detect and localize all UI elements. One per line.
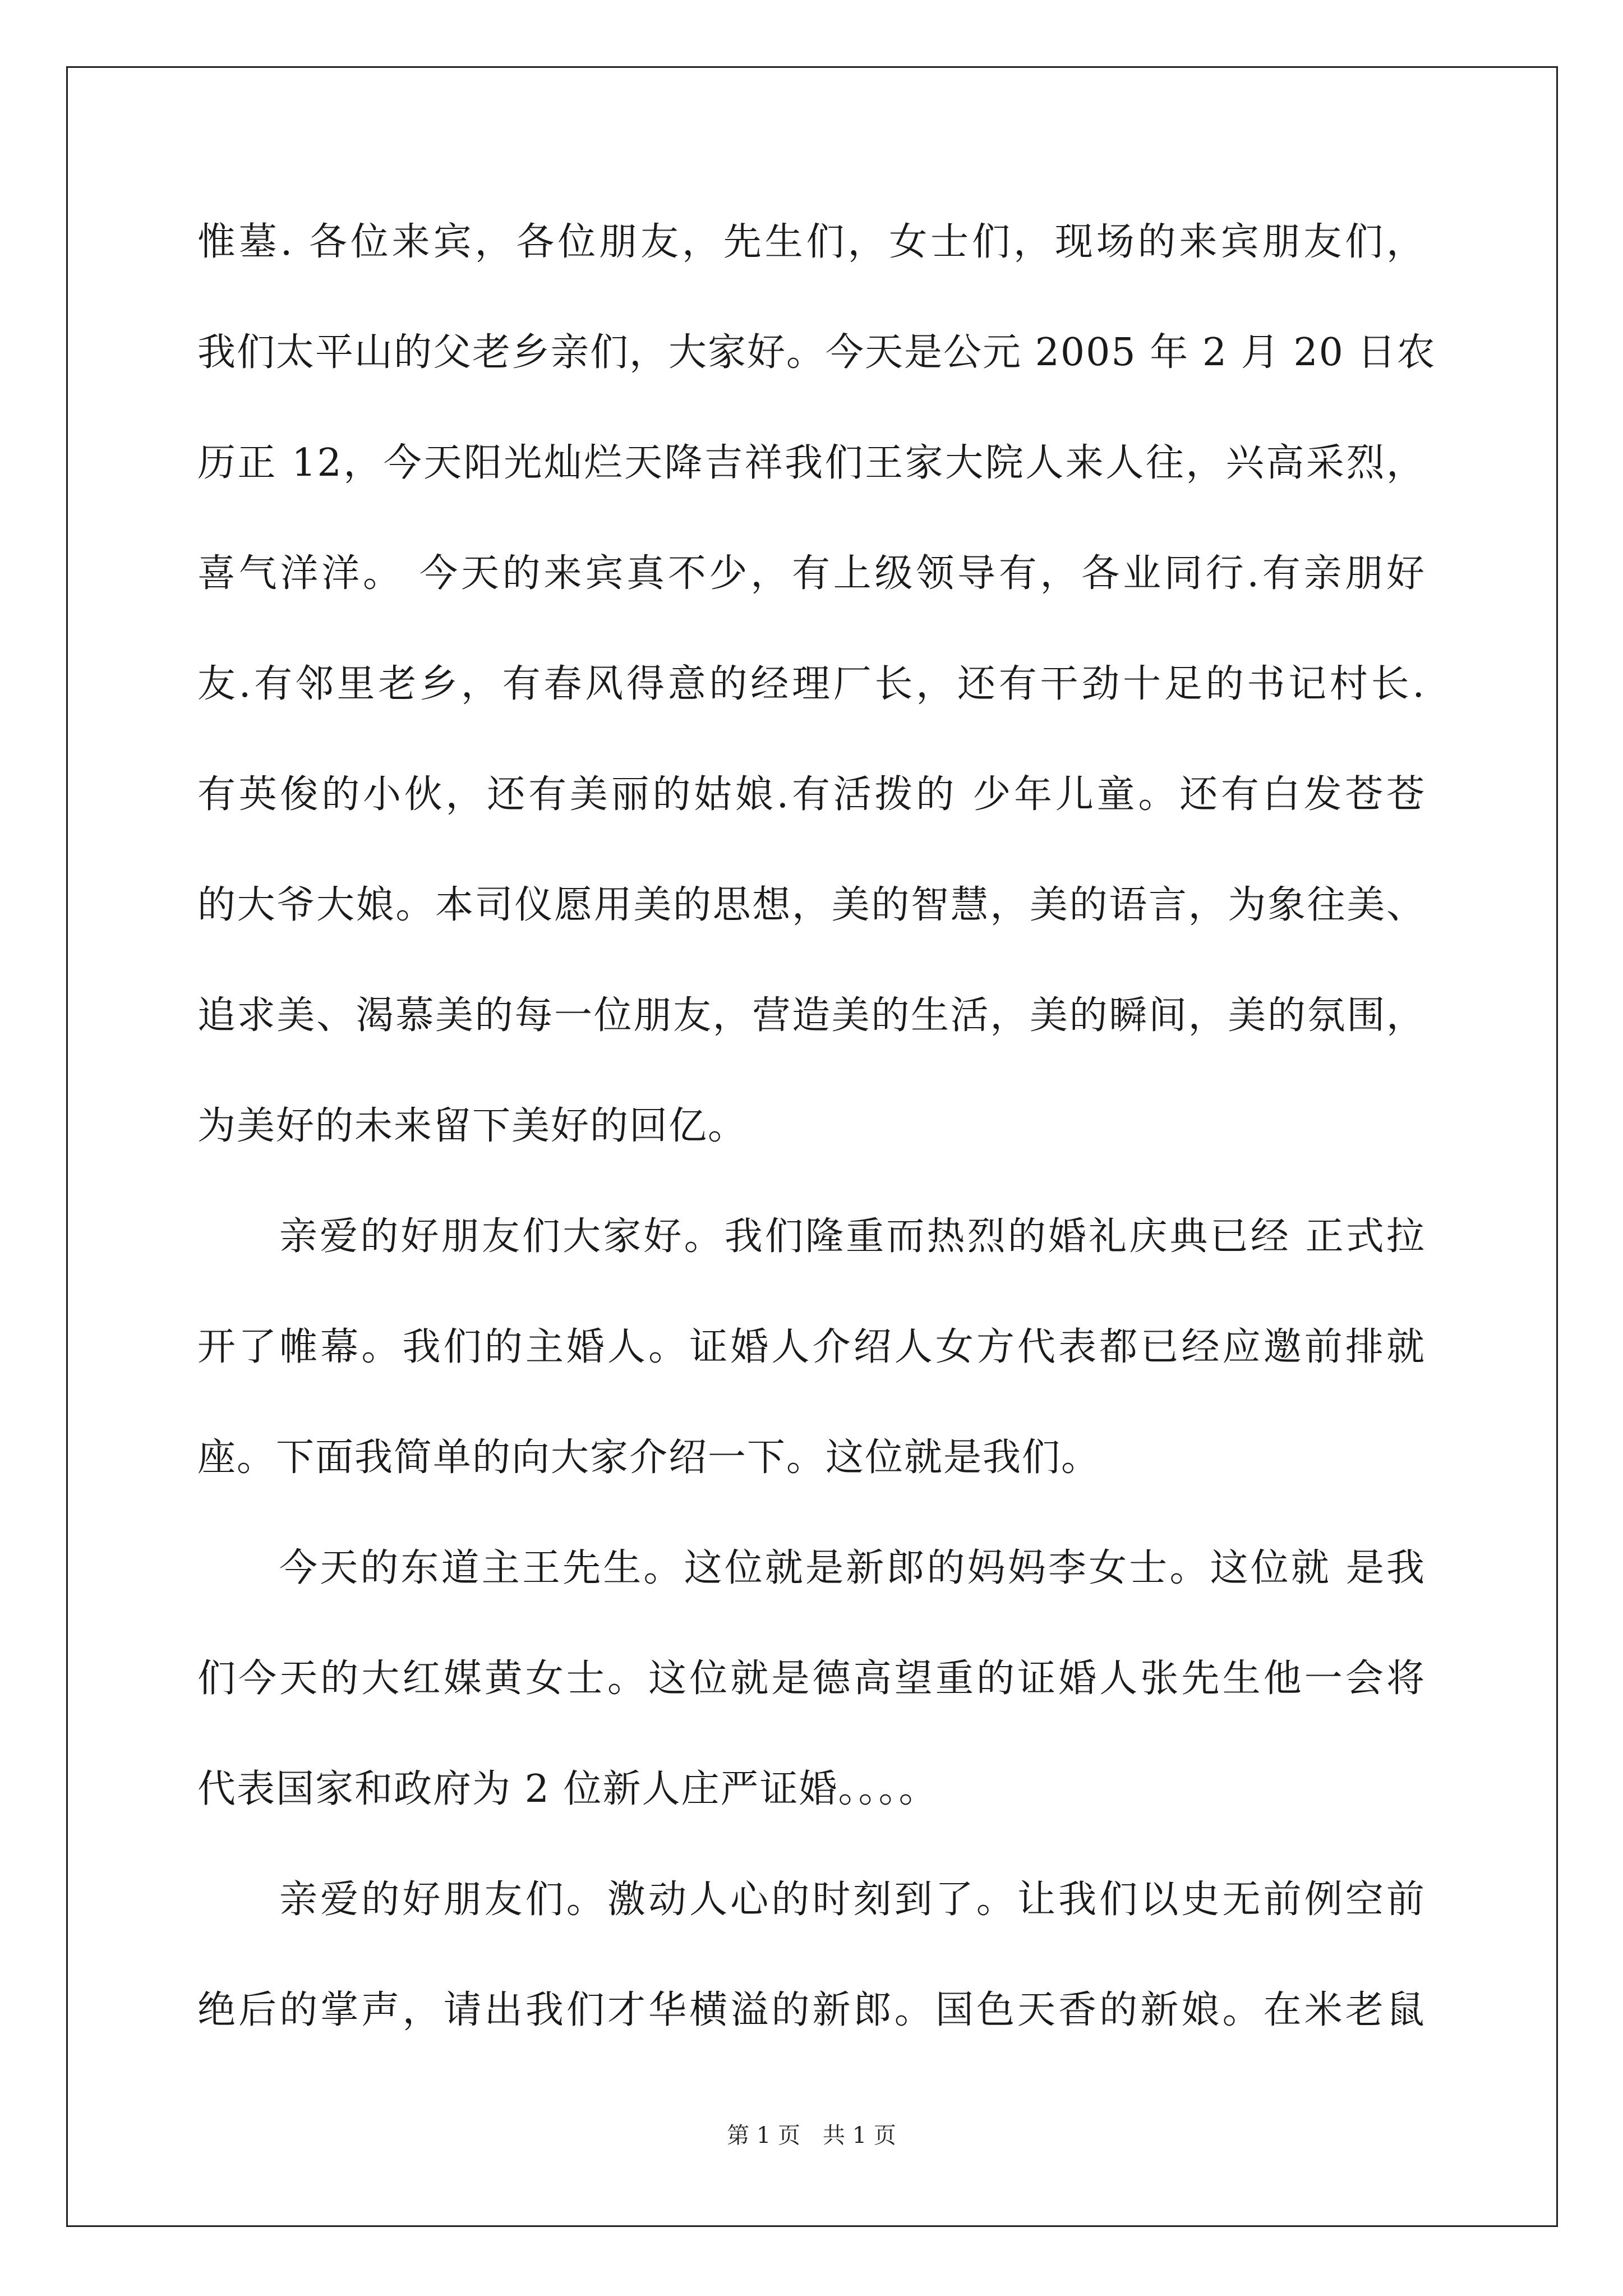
text-line: [197, 761, 1426, 872]
text-line: [197, 872, 1426, 982]
document-body: [197, 209, 1436, 2087]
text-line: [197, 209, 1426, 319]
page-number-footer: 第 1 页 共 1 页: [727, 2123, 896, 2148]
text-line-content: 代表国家和政府为 2 位新人庄严证婚。。。。: [197, 1767, 938, 1811]
text-line: [197, 430, 1426, 540]
text-line: [197, 982, 1426, 1093]
text-line-content: 追求美、渴慕美的每一位朋友，营造美的生活，美的瞬间，美的氛围，: [197, 993, 1426, 1038]
text-line-content: 亲爱的好朋友们。激动人心的时刻到了。让我们以史无前例空前: [279, 1878, 1426, 1922]
text-line-content: 的大爷大娘。本司仪愿用美的思想，美的智慧，美的语言，为象往美、: [197, 883, 1426, 927]
text-line-content: 绝后的掌声，请出我们才华横溢的新郎。国色天香的新娘。在米老鼠: [197, 1988, 1426, 2032]
text-line: [197, 651, 1426, 761]
text-line-content: 喜气洋洋。 今天的来宾真不少，有上级领导有，各业同行.有亲朋好: [197, 551, 1426, 596]
text-line: [197, 1424, 1426, 1535]
text-line: [197, 1756, 1426, 1866]
text-line-content: 有英俊的小伙，还有美丽的姑娘.有活拨的 少年儿童。还有白发苍苍: [197, 772, 1426, 817]
text-line-content: 开了帷幕。我们的主婚人。证婚人介绍人女方代表都已经应邀前排就: [197, 1325, 1426, 1369]
text-line: [197, 319, 1436, 430]
paragraph-first-line: [197, 1535, 1426, 1645]
text-line: [197, 1093, 1426, 1203]
text-line-content: 亲爱的好朋友们大家好。我们隆重而热烈的婚礼庆典已经 正式拉: [279, 1214, 1426, 1259]
text-line: [197, 540, 1426, 651]
text-line-content: 座。下面我简单的向大家介绍一下。这位就是我们。: [197, 1435, 1101, 1480]
paragraph-first-line: [197, 1866, 1426, 1977]
text-line-content: 惟墓. 各位来宾，各位朋友，先生们，女士们，现场的来宾朋友们，: [197, 220, 1426, 264]
text-line-content: 我们太平山的父老乡亲们，大家好。今天是公元 2005 年 2 月 20 日农: [197, 330, 1436, 375]
text-line-content: 今天的东道主王先生。这位就是新郎的妈妈李女士。这位就 是我: [279, 1546, 1426, 1590]
text-line: [197, 1314, 1426, 1424]
text-line: [197, 1645, 1426, 1756]
text-line-content: 历正 12，今天阳光灿烂天降吉祥我们王家大院人来人往，兴高采烈，: [197, 441, 1426, 485]
paragraph-first-line: [197, 1203, 1426, 1314]
text-line: [197, 1977, 1426, 2087]
text-line-content: 们今天的大红媒黄女士。这位就是德高望重的证婚人张先生他一会将: [197, 1657, 1426, 1701]
text-line-content: 为美好的未来留下美好的回亿。: [197, 1104, 748, 1148]
text-line-content: 友.有邻里老乡，有春风得意的经理厂长，还有干劲十足的书记村长.: [197, 662, 1426, 706]
